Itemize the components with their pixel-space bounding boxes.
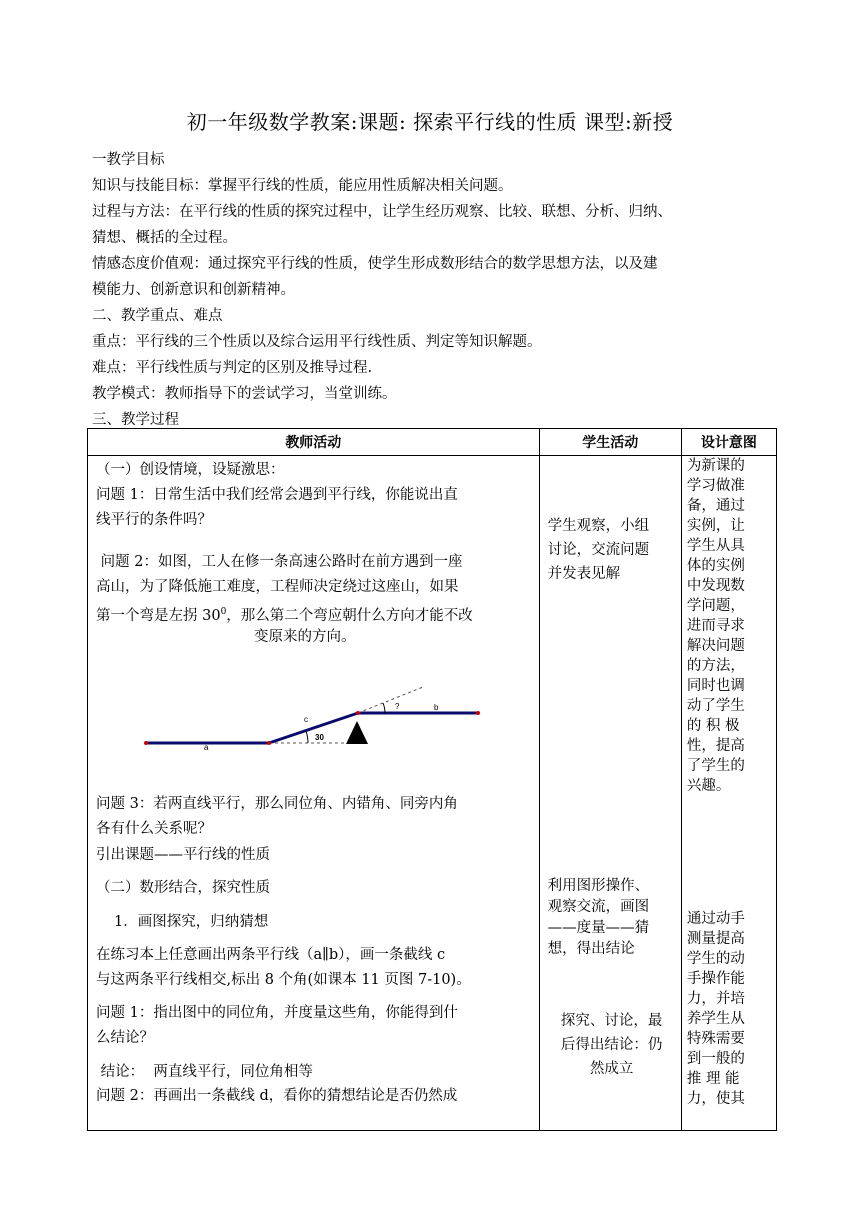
- header-design-intent: 设计意图: [681, 429, 776, 456]
- question-line: 问题 1：指出图中的同位角，并度量这些角，你能得到什: [96, 1005, 458, 1021]
- text-line: ——度量——猜: [547, 920, 650, 936]
- student-activity-1: [548, 514, 676, 586]
- paragraph-line: 在练习本上任意画出两条平行线（a∥b），画一条截线 c: [96, 947, 446, 963]
- text-line: 并发表见解: [547, 566, 621, 582]
- student-activity-3: [548, 1009, 676, 1081]
- step-heading: 1．画图探究，归纳猜想: [114, 914, 269, 930]
- text-line: 实例，让: [686, 518, 745, 534]
- lead-text: 引出课题——平行线的性质: [96, 847, 270, 863]
- header-teacher-activity: 教师活动: [88, 429, 540, 456]
- text-line: 特殊需要: [686, 1031, 745, 1047]
- text-line: 性，提高: [686, 738, 745, 754]
- page-title: 初一年级数学教案:课题: 探索平行线的性质 课型:新授: [186, 110, 674, 134]
- text-line: 学问题，: [686, 598, 745, 614]
- text-line: 难点：平行线性质与判定的区别及推导过程.: [92, 360, 373, 376]
- question-line: 变原来的方向。: [254, 629, 356, 645]
- text-line: 进而寻求: [686, 618, 745, 634]
- table-row: [88, 456, 777, 1131]
- text-line: 力，使其: [686, 1091, 745, 1107]
- text-line: 体的实例: [686, 558, 745, 574]
- text-line: 讨论，交流问题: [547, 542, 650, 558]
- text-line: 教学模式：教师指导下的尝试学习，当堂训练。: [92, 386, 397, 402]
- text-line: 学生从具: [686, 538, 745, 554]
- text-line: 的方法，: [686, 658, 745, 674]
- header-student-activity: 学生活动: [539, 429, 681, 456]
- text-line: 情感态度价值观：通过探究平行线的性质，使学生形成数形结合的数学思想方法，以及建: [92, 256, 658, 272]
- question-text: ，那么第二个弯应朝什么方向才能不改: [226, 607, 473, 624]
- text-line: 的 积 极: [686, 718, 740, 734]
- text-line: 后得出结论：仍: [560, 1037, 663, 1053]
- student-activity-cell: [539, 456, 681, 1131]
- section-heading-key-points: 二、教学重点、难点: [92, 308, 223, 324]
- text-line: 力，并培: [686, 991, 745, 1007]
- road-diagram: [138, 678, 488, 758]
- question-line: 问题 3：若两直线平行，那么同位角、内错角、同旁内角: [96, 796, 458, 812]
- student-activity-2: [548, 876, 676, 960]
- paragraph-line: 与这两条平行线相交,标出 8 个角(如课本 11 页图 7-10)。: [96, 972, 471, 988]
- question-line: 线平行的条件吗？: [96, 512, 212, 528]
- design-intent-cell: [681, 456, 776, 1131]
- text-line: 测量提高: [686, 931, 745, 947]
- text-line: 探究、讨论，最: [560, 1013, 663, 1029]
- text-line: 备，通过: [686, 498, 745, 514]
- text-line: 学习做准: [686, 478, 745, 494]
- dashed-extension: [358, 687, 423, 713]
- mountain-icon: [346, 721, 368, 744]
- intro-section: [92, 147, 782, 433]
- text-line: 想，得出结论: [547, 941, 635, 957]
- degree-superscript: 0: [220, 607, 227, 617]
- vertex-dot: [356, 711, 360, 715]
- angle-label-unknown: ?: [395, 702, 400, 711]
- section-heading-objectives: 一教学目标: [92, 152, 165, 168]
- text-line: 了学生的: [686, 758, 745, 774]
- teacher-activity-cell: [88, 456, 540, 1131]
- label-b: b: [434, 703, 439, 712]
- text-line: 养学生从: [686, 1011, 745, 1027]
- question-text: 第一个弯是左拐 30: [96, 607, 221, 624]
- question-line: 高山，为了降低施工难度，工程师决定绕过这座山，如果: [96, 579, 459, 595]
- text-line: 解决问题: [686, 638, 745, 654]
- question-line: 各有什么关系呢？: [96, 821, 212, 837]
- text-line: 过程与方法：在平行线的性质的探究过程中，让学生经历观察、比较、联想、分析、归纳、: [92, 204, 672, 220]
- text-line: 为新课的: [686, 458, 745, 474]
- question-line: 问题 2：如图，工人在修一条高速公路时在前方遇到一座: [96, 554, 463, 570]
- question-line: 问题 2：再画出一条截线 d，看你的猜想结论是否仍然成: [96, 1088, 458, 1104]
- text-line: 模能力、创新意识和创新精神。: [92, 282, 295, 298]
- text-line: 推 理 能: [686, 1071, 740, 1087]
- section-heading-process: 三、教学过程: [92, 412, 179, 428]
- subsection-heading: （一）创设情境，设疑激思：: [96, 462, 285, 478]
- text-line: 手操作能: [686, 971, 745, 987]
- angle-arc: [306, 731, 308, 743]
- text-line: 然成立: [589, 1061, 634, 1077]
- text-line: 利用图形操作、: [547, 878, 650, 894]
- text-line: 学生观察，小组: [547, 518, 650, 534]
- text-line: 知识与技能目标：掌握平行线的性质，能应用性质解决相关问题。: [92, 178, 513, 194]
- text-line: 同时也调: [686, 678, 745, 694]
- question-line: 问题 1：日常生活中我们经常会遇到平行线，你能说出直: [96, 487, 458, 503]
- label-c: c: [304, 715, 308, 724]
- vertex-dot: [267, 741, 271, 745]
- table-header-row: [88, 429, 777, 456]
- endpoint-dot: [144, 741, 148, 745]
- design-intent-2: [687, 909, 771, 1109]
- label-a: a: [204, 743, 209, 752]
- angle-label-30: 30: [315, 733, 324, 742]
- design-intent-1: [687, 456, 771, 796]
- question-line: 么结论？: [96, 1030, 154, 1046]
- text-line: 兴趣。: [686, 778, 731, 794]
- text-line: 观察交流，画图: [547, 899, 650, 915]
- text-line: 中发现数: [686, 578, 745, 594]
- text-line: 通过动手: [686, 911, 745, 927]
- conclusion-line: 结论： 两直线平行，同位角相等: [96, 1064, 313, 1080]
- text-line: 学生的动: [686, 951, 745, 967]
- text-line: 猜想、概括的全过程。: [92, 230, 237, 246]
- text-line: 动了学生: [686, 698, 745, 714]
- endpoint-dot: [476, 711, 480, 715]
- road-segment-c: [269, 713, 358, 743]
- text-line: 重点：平行线的三个性质以及综合运用平行线性质、判定等知识解题。: [92, 334, 542, 350]
- text-line: 到一般的: [686, 1051, 745, 1067]
- subsection-heading: （二）数形结合，探究性质: [96, 880, 270, 896]
- teaching-process-table: [87, 428, 777, 1131]
